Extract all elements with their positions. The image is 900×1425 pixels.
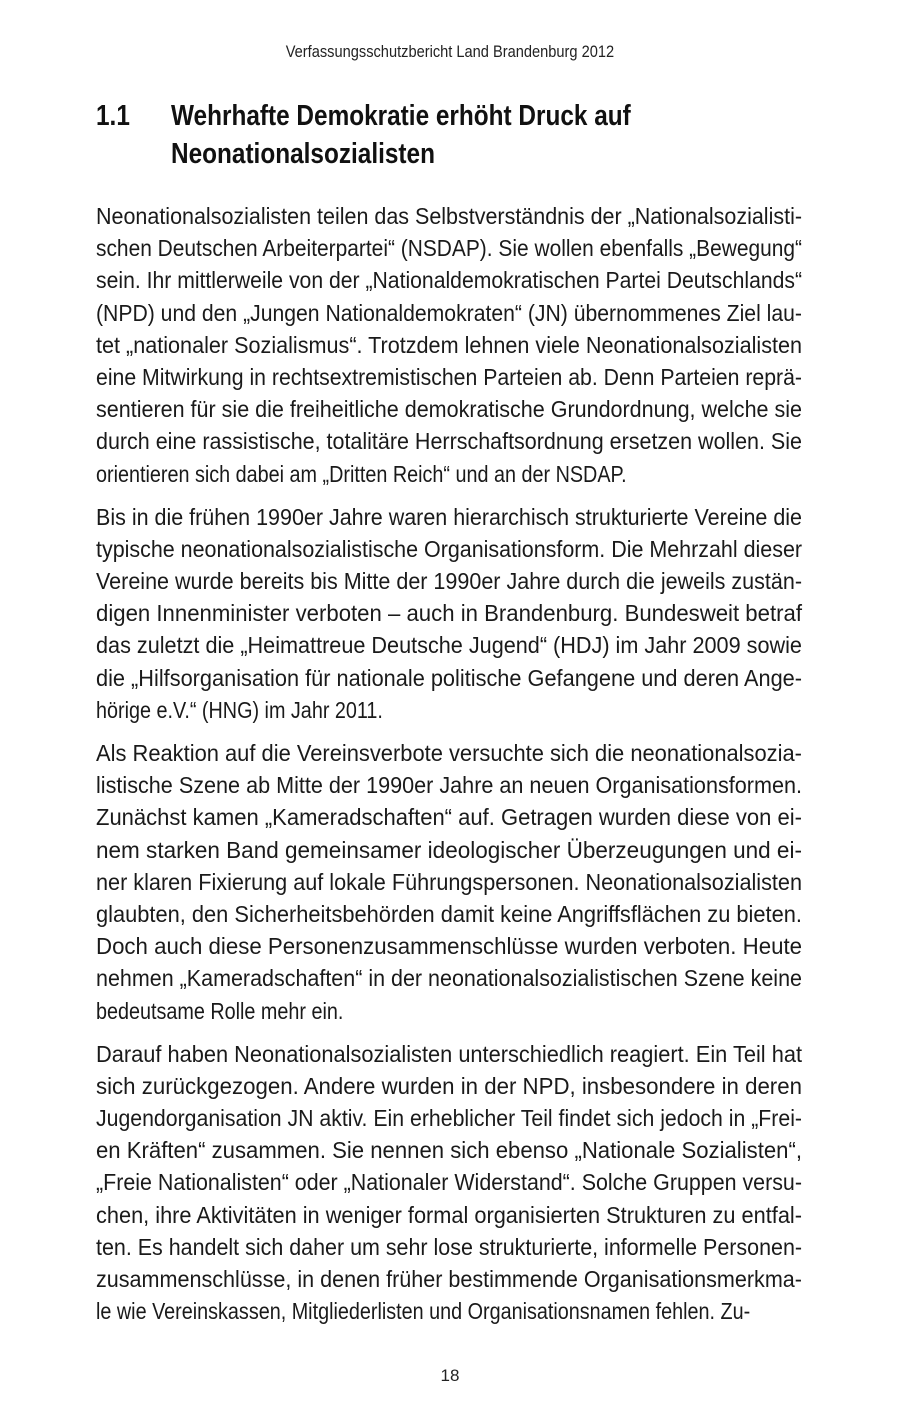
text-line [96, 662, 802, 694]
text-line-content: Jugendorganisation JN aktiv. Ein erheblicher Teil findet sich jedoch in „Frei- [96, 1105, 803, 1132]
text-line-content: ten. Es handelt sich daher um sehr lose strukturierte, informelle Personen- [96, 1233, 803, 1260]
text-line-content: chen, ihre Aktivitäten in weniger formal organisierten Strukturen zu entfal- [96, 1201, 802, 1228]
text-line [96, 393, 802, 425]
text-line [96, 930, 802, 962]
text-line-content: sich zurückgezogen. Andere wurden in der NPD, insbesondere in deren [96, 1072, 802, 1099]
text-line [96, 1070, 802, 1102]
text-line [96, 962, 802, 994]
text-line [96, 297, 802, 329]
text-line [96, 501, 802, 533]
text-line [96, 565, 802, 597]
text-line-content: Doch auch diese Personenzusammenschlüsse wurden verboten. Heute [96, 933, 803, 960]
text-line [96, 769, 802, 801]
text-line [96, 361, 802, 393]
text-line [96, 1134, 802, 1166]
section-title-line: Neonationalsozialisten [171, 138, 435, 170]
running-header [0, 42, 900, 62]
paragraph [96, 1038, 802, 1328]
text-line-content: sein. Ihr mittlerweile von der „Nationaldemokratischen Partei Deutschlands“ [96, 267, 803, 294]
text-line [96, 694, 802, 726]
text-line [96, 995, 802, 1027]
text-line [96, 329, 802, 361]
text-line [96, 866, 802, 898]
text-line-content: hörige e.V.“ (HNG) im Jahr 2011. [96, 696, 383, 723]
section-title-line: Wehrhafte Demokratie erhöht Druck auf [171, 100, 631, 132]
text-line-content: sentieren für sie die freiheitliche demokratische Grundordnung, welche sie [96, 396, 803, 423]
text-line-content: listische Szene ab Mitte der 1990er Jahre an neuen Organisationsformen. [96, 772, 802, 799]
paragraph [96, 200, 802, 490]
text-line [96, 264, 802, 296]
text-line [96, 1038, 802, 1070]
text-line [96, 801, 802, 833]
text-line [96, 1166, 802, 1198]
text-line [96, 200, 802, 232]
paragraph [96, 737, 802, 1027]
text-line-content: Bis in die frühen 1990er Jahre waren hierarchisch strukturierte Vereine die [96, 503, 803, 530]
text-line-content: tet „nationaler Sozialismus“. Trotzdem lehnen viele Neonationalsozialisten [96, 331, 803, 358]
text-line-content: Neonationalsozialisten teilen das Selbstverständnis der „Nationalsozialisti- [96, 203, 803, 229]
section-number: 1.1 [96, 100, 130, 132]
text-line-content: schen Deutschen Arbeiterpartei“ (NSDAP). Sie wollen ebenfalls „Bewegung“ [96, 235, 803, 262]
text-line-content: das zuletzt die „Heimattreue Deutsche Jugend“ (HDJ) im Jahr 2009 sowie [96, 632, 802, 659]
text-line [96, 458, 802, 490]
text-line [96, 1102, 802, 1134]
text-line-content: bedeutsame Rolle mehr ein. [96, 997, 344, 1024]
text-line [96, 597, 802, 629]
text-line-content: Darauf haben Neonationalsozialisten unterschiedlich reagiert. Ein Teil hat [96, 1040, 803, 1067]
text-line-content: durch eine rassistische, totalitäre Herrschaftsordnung ersetzen wollen. Sie [96, 428, 802, 455]
text-line [96, 232, 802, 264]
text-line-content: Vereine wurde bereits bis Mitte der 1990er Jahre durch die jeweils zustän- [96, 568, 803, 595]
text-line [96, 1295, 802, 1327]
text-line [96, 1231, 802, 1263]
text-line [96, 898, 802, 930]
paragraph [96, 501, 802, 726]
text-line-content: nehmen „Kameradschaften“ in der neonationalsozialistischen Szene keine [96, 965, 802, 992]
text-line-content: zusammenschlüsse, in denen früher bestimmende Organisationsmerkma- [96, 1266, 802, 1292]
text-line-content: Als Reaktion auf die Vereinsverbote versuchte sich die neonationalsozia- [96, 740, 802, 766]
text-line [96, 737, 802, 769]
text-line-content: orientieren sich dabei am „Dritten Reich“ und an der NSDAP. [96, 460, 627, 487]
text-line [96, 1199, 802, 1231]
text-line-content: typische neonationalsozialistische Organisationsform. Die Mehrzahl dieser [96, 535, 803, 562]
text-line-content: le wie Vereinskassen, Mitgliederlisten und Organisationsnamen fehlen. Zu- [96, 1298, 751, 1325]
text-line-content: eine Mitwirkung in rechtsextremistischen Parteien ab. Denn Parteien reprä- [96, 363, 803, 390]
body-text [96, 200, 802, 1338]
running-header-text: Verfassungsschutzbericht Land Brandenburg 2012 [285, 42, 615, 61]
text-line [96, 425, 802, 457]
text-line [96, 834, 802, 866]
text-line-content: Zunächst kamen „Kameradschaften“ auf. Getragen wurden diese von ei- [96, 804, 802, 831]
text-line-content: glaubten, den Sicherheitsbehörden damit keine Angriffsflächen zu bieten. [96, 900, 802, 927]
text-line-content: digen Innenminister verboten – auch in Brandenburg. Bundesweit betraf [96, 600, 802, 627]
text-line-content: nem starken Band gemeinsamer ideologischer Überzeugungen und ei- [96, 836, 802, 863]
text-line [96, 629, 802, 661]
text-line-content: ner klaren Fixierung auf lokale Führungspersonen. Neonationalsozialisten [96, 868, 802, 895]
text-line-content: „Freie Nationalisten“ oder „Nationaler Widerstand“. Solche Gruppen versu- [96, 1169, 802, 1196]
text-line-content: en Kräften“ zusammen. Sie nennen sich ebenso „Nationale Sozialisten“, [96, 1137, 802, 1164]
text-line-content: (NPD) und den „Jungen Nationaldemokraten“ (JN) übernommenes Ziel lau- [96, 299, 802, 326]
text-line-content: die „Hilfsorganisation für nationale politische Gefangene und deren Ange- [96, 664, 803, 691]
text-line [96, 1263, 802, 1295]
page-number: 18 [440, 1366, 460, 1385]
text-line [96, 533, 802, 565]
section-heading [96, 97, 816, 173]
